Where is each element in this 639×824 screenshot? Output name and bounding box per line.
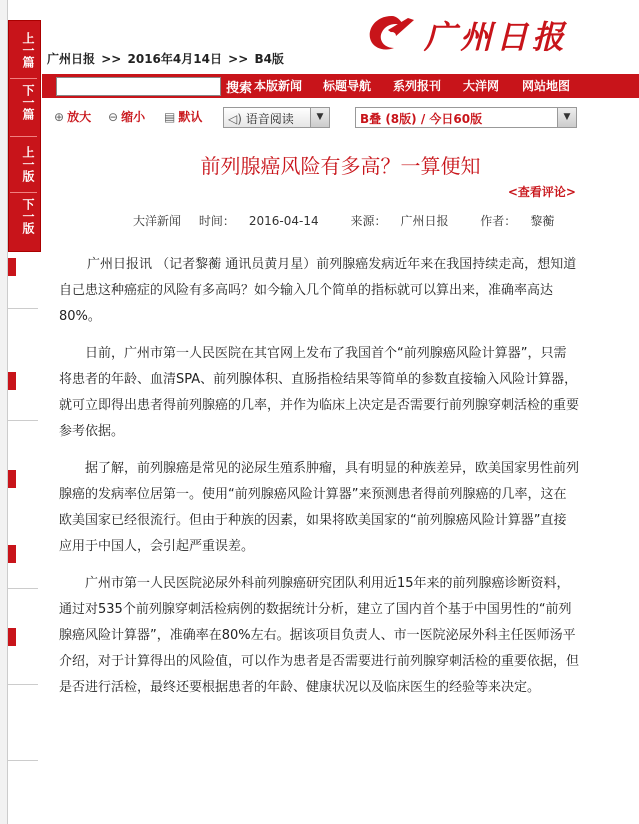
side-nav-rule	[8, 684, 38, 685]
edition-select-value: B叠 (8版) / 今日60版	[360, 112, 483, 126]
breadcrumb-date[interactable]: 2016年4月14日	[127, 52, 222, 66]
side-nav-marker	[8, 545, 16, 563]
logo-text: 广州日报	[424, 18, 569, 56]
nav-item-headline-nav[interactable]: 标题导航	[323, 79, 372, 93]
side-nav-rule	[8, 760, 38, 761]
article-paragraph: 日前，广州市第一人民医院在其官网上发布了我国首个“前列腺癌风险计算器”，只需将患者的年龄、血清SPA、前列腺体积、直肠指检结果等简单的参数直接输入风险计算器，就可立即得出患者得前列腺癌的几率，并作为临床上决定是否需要行前列腺穿刺活检的重要参考依据。	[59, 346, 580, 439]
nav-item-series-papers[interactable]: 系列报刊	[393, 79, 442, 93]
meta-source: 来源： 广州日报	[350, 214, 449, 228]
breadcrumb-separator: >>	[101, 52, 122, 66]
next-edition-link[interactable]: 下一版	[21, 198, 35, 234]
side-nav-rule	[8, 308, 38, 309]
nav-item-edition-news[interactable]: 本版新闻	[254, 79, 303, 93]
breadcrumb-edition[interactable]: B4版	[254, 52, 284, 66]
speaker-icon: ◁)	[228, 112, 242, 126]
side-nav-rule	[8, 588, 38, 589]
magnifier-minus-icon: ⊖	[108, 110, 119, 124]
chevron-down-icon[interactable]: ▼	[310, 108, 329, 127]
magnifier-plus-icon: ⊕	[54, 110, 65, 124]
logo-swirl-icon	[362, 10, 422, 55]
article-paragraph: 广州日报讯 （记者黎蘅 通讯员黄月星）前列腺癌发病近年来在我国持续走高，想知道自己患这种癌症的风险有多高吗？如今输入几个简单的指标就可以算出来，准确率高达80%。	[59, 257, 577, 324]
voice-read-label: 语音阅读	[245, 112, 294, 126]
meta-author: 作者： 黎蘅	[480, 214, 555, 228]
search-input[interactable]	[56, 77, 221, 96]
zoom-out-label: 缩小	[121, 110, 146, 124]
side-nav-marker	[8, 628, 16, 646]
prev-article-link[interactable]: 上一篇	[21, 32, 35, 68]
breadcrumb-site[interactable]: 广州日报	[47, 52, 96, 66]
search-button[interactable]: 搜索	[226, 81, 253, 96]
voice-read-dropdown[interactable]	[223, 107, 330, 128]
document-icon: ▤	[164, 110, 176, 124]
article-title: 前列腺癌风险有多高？一算便知	[200, 154, 481, 178]
breadcrumb-separator: >>	[228, 52, 249, 66]
nav-item-dayoo[interactable]: 大洋网	[463, 79, 500, 93]
reading-toolbar	[42, 104, 639, 130]
side-nav-divider	[10, 78, 37, 79]
side-nav-divider	[10, 136, 37, 137]
article-paragraph: 据了解，前列腺癌是常见的泌尿生殖系肿瘤，具有明显的种族差异，欧美国家男性前列腺癌的发病率位居第一。使用“前列腺癌风险计算器”来预测患者得前列腺癌的几率，这在欧美国家已经很流行。但由于种族的因素，如果将欧美国家的“前列腺癌风险计算器”直接应用于中国人，会引起严重误差。	[59, 461, 580, 554]
chevron-down-icon[interactable]: ▼	[557, 108, 576, 127]
zoom-out-button[interactable]	[108, 108, 145, 125]
zoom-in-button[interactable]	[54, 108, 91, 125]
meta-source-site: 大洋新闻	[133, 214, 182, 228]
default-size-label: 默认	[178, 110, 203, 124]
next-article-link[interactable]: 下一篇	[21, 84, 35, 120]
scroll-edge	[0, 0, 8, 824]
top-navbar	[42, 74, 639, 98]
edition-select[interactable]	[355, 107, 577, 128]
article-body	[59, 252, 579, 712]
article-meta	[133, 212, 582, 229]
nav-item-sitemap[interactable]: 网站地图	[522, 79, 571, 93]
default-size-button[interactable]	[164, 108, 202, 125]
side-nav-marker	[8, 372, 16, 390]
prev-edition-link[interactable]: 上一版	[21, 146, 35, 182]
side-nav-divider	[10, 192, 37, 193]
side-nav-marker	[8, 258, 16, 276]
side-navigation	[0, 0, 42, 824]
zoom-in-label: 放大	[67, 110, 92, 124]
meta-time: 时间： 2016-04-14	[198, 214, 319, 228]
article-paragraph: 广州市第一人民医院泌尿外科前列腺癌研究团队利用近15年来的前列腺癌诊断资料，通过对535个前列腺穿刺活检病例的数据统计分析，建立了国内首个基于中国男性的“前列腺癌风险计算器”，准确率在80%左右。据该项目负责人、市一医院泌尿外科主任医师汤平介绍，对于计算得出的风险值，可以作为患者是否需要进行前列腺穿刺活检的重要依据，但是否进行活检，最终还要根据患者的年龄、健康状况以及临床医生的经验等来决定。	[59, 576, 580, 695]
newspaper-logo[interactable]	[362, 10, 612, 55]
breadcrumb	[47, 50, 286, 67]
side-nav-marker	[8, 470, 16, 488]
side-nav-rule	[8, 420, 38, 421]
view-comments-link[interactable]: <查看评论>	[507, 185, 576, 199]
